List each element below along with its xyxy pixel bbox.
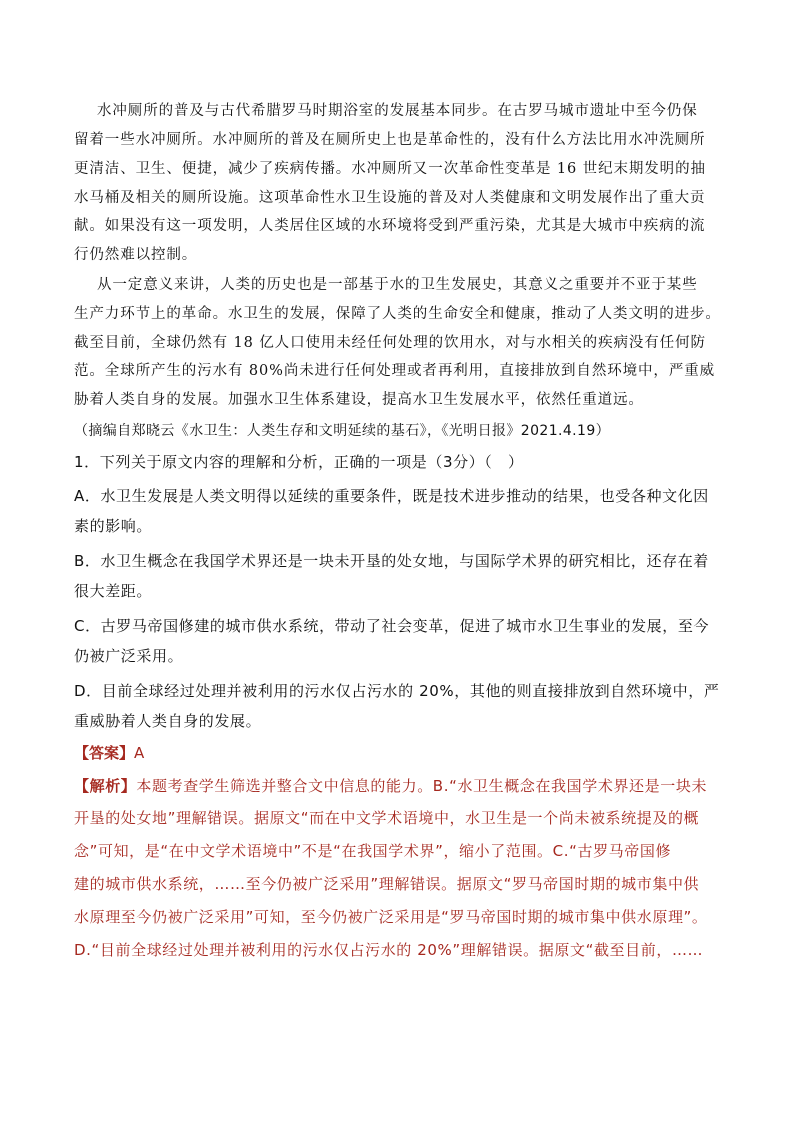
passage-para2-line: 范。全球所产生的污水有 80%尚未进行任何处理或者再利用，直接排放到自然环境中，严重威: [74, 363, 716, 379]
passage-para1-line: 留着一些水冲厕所。水冲厕所的普及在厕所史上也是革命性的，没有什么方法比用水冲洗厕所: [74, 132, 706, 148]
analysis-first-line: [74, 776, 707, 796]
passage-para2-line: 从一定意义来讲，人类的历史也是一部基于水的卫生发展史，其意义之重要并不亚于某些: [97, 277, 698, 293]
answer-line: [74, 743, 144, 763]
analysis-text: 本题考查学生筛选并整合文中信息的能力。B.“水卫生概念在我国学术界还是一块未: [136, 777, 708, 795]
answer-value: A: [134, 744, 145, 762]
option-a-line: A．水卫生发展是人类文明得以延续的重要条件，既是技术进步推动的结果，也受各种文化因: [74, 487, 709, 505]
option-d-line: D．目前全球经过处理并被利用的污水仅占污水的 20%，其他的则直接排放到自然环境中，严: [74, 682, 720, 700]
analysis-line: 念”可知，是“在中文学术语境中”不是“在我国学术界”，缩小了范围。C.“古罗马帝国修: [74, 842, 672, 860]
passage-para1-line: 水马桶及相关的厕所设施。这项革命性水卫生设施的普及对人类健康和文明发展作出了重大贡: [74, 190, 706, 206]
analysis-line: 开垦的处女地”理解错误。据原文“而在中文学术语境中，水卫生是一个尚未被系统提及的概: [74, 809, 700, 827]
analysis-tag: 【解析】: [74, 777, 137, 795]
analysis-line: 水原理至今仍被广泛采用”可知，至今仍被广泛采用是“罗马帝国时期的城市集中供水原理”。: [74, 908, 708, 926]
answer-tag: 【答案】: [74, 744, 135, 762]
option-c-line: 仍被广泛采用。: [74, 647, 184, 665]
passage-para2-line: 胁着人类自身的发展。加强水卫生体系建设，提高水卫生发展水平，依然任重道远。: [74, 392, 644, 408]
passage-para2-line: 截至目前，全球仍然有 18 亿人口使用未经任何处理的饮用水，对与水相关的疾病没有任何防: [74, 335, 706, 351]
option-b-line: B．水卫生概念在我国学术界还是一块未开垦的处女地，与国际学术界的研究相比，还存在着: [74, 552, 709, 570]
option-a-line: 素的影响。: [74, 517, 153, 535]
analysis-line: D.“目前全球经过处理并被利用的污水仅占污水的 20%”理解错误。据原文“截至目前，……: [74, 941, 704, 959]
question-stem: 1．下列关于原文内容的理解和分析，正确的一项是（3分）（ ）: [74, 453, 524, 471]
passage-para1-line: 水冲厕所的普及与古代希腊罗马时期浴室的发展基本同步。在古罗马城市遗址中至今仍保: [97, 103, 698, 119]
passage-para1-line: 更清洁、卫生、便捷，减少了疾病传播。水冲厕所又一次革命性变革是 16 世纪末期发明的抽: [74, 161, 706, 177]
passage-para1-line: 行仍然难以控制。: [74, 247, 198, 263]
option-d-line: 重威胁着人类自身的发展。: [74, 712, 262, 730]
source-citation: （摘编自郑晓云《水卫生：人类生存和文明延续的基石》，《光明日报》2021.4.19）: [74, 423, 611, 439]
passage-para1-line: 献。如果没有这一项发明，人类居住区域的水环境将受到严重污染，尤其是大城市中疾病的流: [74, 218, 706, 234]
passage-para2-line: 生产力环节上的革命。水卫生的发展，保障了人类的生命安全和健康，推动了人类文明的进步。: [74, 306, 721, 322]
option-b-line: 很大差距。: [74, 582, 153, 600]
option-c-line: C．古罗马帝国修建的城市供水系统，带动了社会变革，促进了城市水卫生事业的发展，至今: [74, 617, 710, 635]
analysis-line: 建的城市供水系统，……至今仍被广泛采用”理解错误。据原文“罗马帝国时期的城市集中供: [74, 875, 700, 893]
